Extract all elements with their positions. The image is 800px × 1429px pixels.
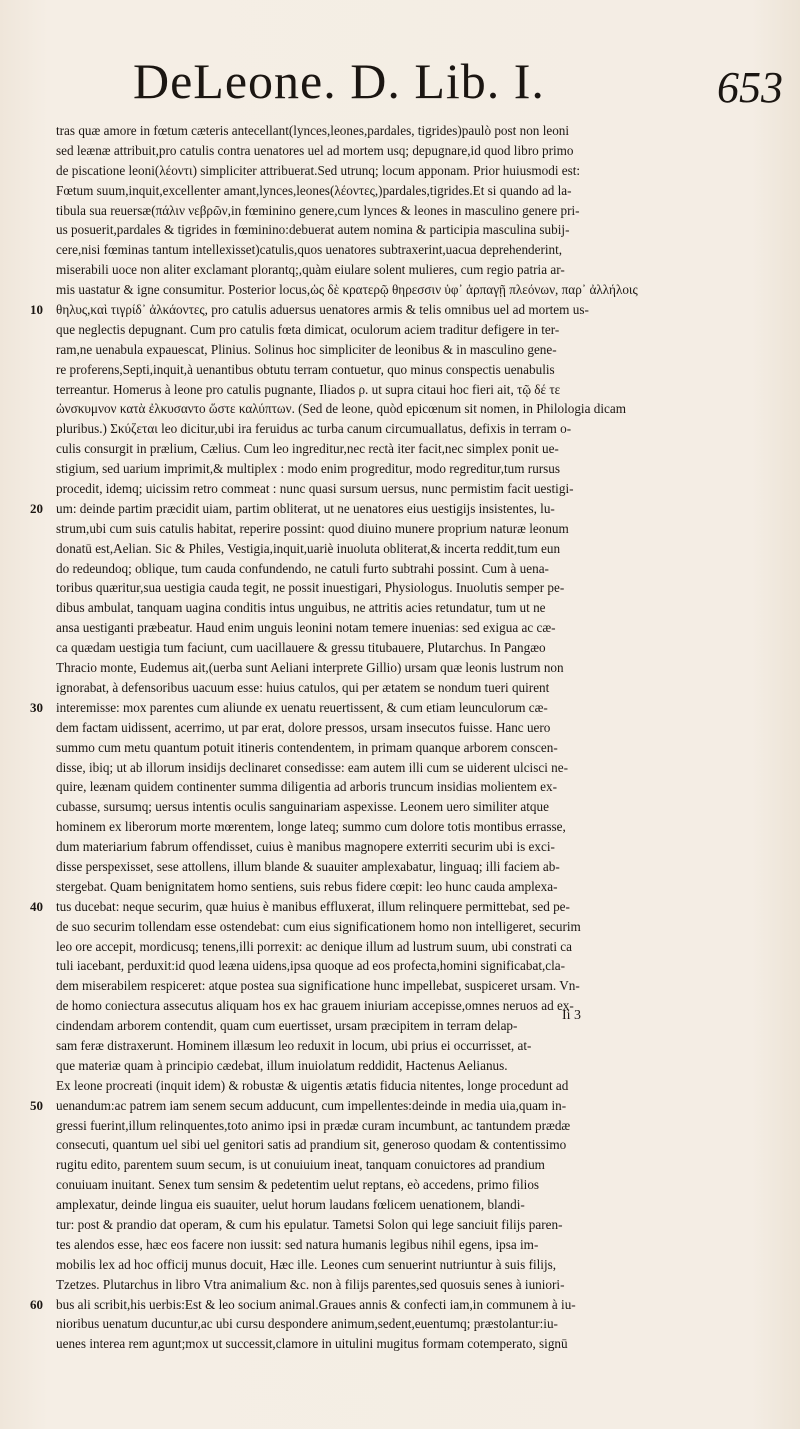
line-text: cubasse, sursumq; uersus intentis oculis sanguinariam aspexisse. Leonem uero similiter atque: [56, 799, 549, 815]
text-line: [30, 220, 790, 240]
text-line: [30, 638, 790, 658]
line-text: que neglectis depugnant. Cum pro catulis fœta dimicat, oculorum aciem traditur defigere in ter-: [56, 321, 560, 337]
line-text: toribus quæritur,sua uestigia cauda tegit, ne possit inuestigari, Physiologus. Inuolutis semper pe-: [56, 580, 565, 596]
line-text: ram,ne uenabula expauescat, Plinius. Solinus hoc simpliciter de leonibus & in masculino gene-: [56, 341, 557, 357]
line-text: Thracio monte, Eudemus ait,(uerba sunt Aeliani interprete Gillio) ursam quæ leonis lustrum non: [56, 660, 564, 676]
text-line: [30, 121, 790, 141]
text-line: [30, 1116, 790, 1136]
text-line: [30, 1235, 790, 1255]
line-text: terreantur. Homerus à leone pro catulis pugnante, Iliados ρ. ut supra citaui hoc fieri ait, τῷ δέ τε: [56, 381, 561, 397]
line-text: de homo coniectura assecutus aliquam hos ex hac grauem iniuriam accepisse,omnes neruos ad ex-: [56, 998, 574, 1014]
line-text: dem miserabilem respiceret: atque postea sua significatione hunc impellebat, suspiceret ursam. Vn-: [56, 978, 580, 994]
line-text: hominem ex liberorum morte mœrentem, longe lateq; summo cum dolore totis montibus errasse,: [56, 819, 566, 835]
text-line: [30, 459, 790, 479]
text-line: [30, 897, 790, 917]
line-text: que materiæ quam à principio cædebat, illum inuiolatum reddidit, Hactenus Aelianus.: [56, 1057, 508, 1073]
text-line: [30, 141, 790, 161]
line-text: disse, ibiq; ut ab illorum insidijs declinaret consedisse: eam autem illi cum se uiderent ulcisci ne-: [56, 759, 568, 775]
line-text: do redeundoq; oblique, tum cauda confundendo, ne catuli furto subtrahi possint. Cum à uena-: [56, 560, 549, 576]
text-line: [30, 976, 790, 996]
text-line: [30, 1155, 790, 1175]
line-text: tuli iacebant, perduxit:id quod leæna uidens,ipsa quoque ad eos profecta,homini significabat,cla-: [56, 958, 566, 974]
text-line: [30, 201, 790, 221]
line-text: tes alendos esse, hæc eos facere non iussit: sed natura humanis legibus nihil egens, ipsa im-: [56, 1236, 539, 1252]
line-number: 30: [30, 699, 43, 715]
line-text: sed leænæ attribuit,pro catulis contra uenatores uel ad mortem usq; depugnare,id quod libro primo: [56, 142, 574, 158]
line-text: stergebat. Quam benignitatem homo sentiens, suis rebus fidere cœpit: leo hunc cauda amplexa-: [56, 878, 558, 894]
text-line: [30, 340, 790, 360]
line-number: 10: [30, 302, 43, 318]
text-line: [30, 738, 790, 758]
line-text: gressi fuerint,illum relinquentes,toto animo ipsi in prædæ curam incumbunt, ac tantundem prædæ: [56, 1117, 571, 1133]
line-text: cere,nisi fœminas tantum intellexisset)catulis,quos uenatores subtraxerint,uacua deprehenderint,: [56, 242, 563, 258]
line-text: re proferens,Septi,inquit,à uenantibus obtutu terram contuetur, quo minus conspectis uenabulis: [56, 361, 555, 377]
line-text: de suo securim tollendam esse ostendebat: cum eius significationem homo non intelligeret, securim: [56, 918, 581, 934]
line-text: strum,ubi cum suis catulis habitat, reperire possint: quod diuino munere proprium naturæ leonum: [56, 520, 569, 536]
line-text: cindendam arborem contendit, quam cum euertisset, ursam præcipitem in terram delap-: [56, 1018, 518, 1034]
text-line: [30, 479, 790, 499]
line-text: θηλυς,καὶ τιγρίδ᾽ ἀλκάοντες, pro catulis aduersus uenatores armis & telis omnibus uel ad mortem us-: [56, 302, 589, 318]
line-text: ansa uestiganti præbeatur. Haud enim unguis leonini notam temere inuenias: sed exigua ac cæ-: [56, 620, 556, 636]
line-text: bus ali scribit,his uerbis:Est & leo socium animal.Graues annis & confecti iam,in communem à iu-: [56, 1296, 576, 1312]
text-line: [30, 777, 790, 797]
text-line: [30, 519, 790, 539]
text-line: [30, 539, 790, 559]
line-text: nioribus uenatum ducuntur,ac ubi cursu despondere animum,sedent,euentumq; præstolantur:iu-: [56, 1316, 558, 1332]
line-text: ignorabat, à defensoribus uacuum esse: huius catulos, qui per ætatem se nondum tueri quirent: [56, 679, 550, 695]
text-line: [30, 698, 790, 718]
running-title: DeLeone. D. Lib. I.: [133, 53, 545, 109]
text-line: [30, 240, 790, 260]
line-text: Tzetzes. Plutarchus in libro Vtra animalium &c. non à filijs parentes,sed quosuis senes à iuniori-: [56, 1276, 565, 1292]
line-text: ὠνσκυμνον κατὰ ἐλκυσαντο ὥστε καλύπτων. (Sed de leone, quòd epicœnum sit nomen, in Philologia dicam: [56, 401, 626, 417]
text-line: [30, 1295, 790, 1315]
signature-mark: Ii 3: [562, 1008, 582, 1023]
line-text: rugitu edito, parentem suum secum, is ut conuiuium ineat, tanquam conuictores ad prandium: [56, 1157, 545, 1173]
text-line: [30, 260, 790, 280]
line-text: um: deinde partim præcidit uiam, partim obliterat, ut ne uenatores eius uestigijs insistentes, lu-: [56, 500, 555, 516]
text-line: [30, 320, 790, 340]
line-text: culis consurgit in prælium, Cælius. Cum leo ingreditur,nec rectà iter facit,nec simplex ponit ue-: [56, 441, 559, 457]
line-text: uenes interea rem agunt;mox ut successit,clamore in uitulini mugitus formam cotemperato, signū: [56, 1336, 568, 1352]
line-text: tur: post & prandio dat operam, & cum his epulatur. Tametsi Solon qui lege sanciuit filijs paren-: [56, 1216, 563, 1232]
text-line: [30, 439, 790, 459]
line-text: donatū est,Aelian. Sic & Philes, Vestigia,inquit,uariè inuoluta obliterat,& incerta reddit,tum eun: [56, 540, 561, 556]
text-line: [30, 300, 790, 320]
line-text: dem factam uidissent, acerrimo, ut par erat, dolore pressos, ursam insecutos fuisse. Hanc uero: [56, 719, 551, 735]
text-line: [30, 1255, 790, 1275]
text-line: [30, 718, 790, 738]
text-line: [30, 1275, 790, 1295]
text-line: [30, 758, 790, 778]
text-line: [30, 797, 790, 817]
text-line: [30, 917, 790, 937]
text-line: [30, 280, 790, 300]
line-text: procedit, idemq; uicissim retro commeat : nunc quasi sursum uersus, nunc permistim facit uestigi-: [56, 481, 574, 497]
line-text: tras quæ amore in fœtum cæteris antecellant(lynces,leones,pardales, tigrides)paulò post non leoni: [56, 123, 570, 138]
text-line: [30, 618, 790, 638]
text-line: [30, 1016, 790, 1036]
line-text: uenandum:ac patrem iam senem secum adducunt, cum impellentes:deinde in media uia,quam in-: [56, 1097, 567, 1113]
text-line: [30, 1135, 790, 1155]
line-text: dibus ambulat, tanquam uagina conditis intus unguibus, ne attritis acies retundatur, tum ut ne: [56, 600, 546, 616]
line-text: us posuerit,pardales & tigrides in fœminino:debuerat autem nomina & participia masculina subij-: [56, 222, 570, 238]
line-text: stigium, sed uarium imprimit,& multiplex : modo enim progreditur, modo regreditur,tum rursus: [56, 461, 561, 477]
line-text: pluribus.) Σκύζεται leo dicitur,ubi ira feruidus ac turba canum circumuallatus, defixis in terram o-: [56, 421, 572, 437]
text-line: [30, 1096, 790, 1116]
line-text: tibula sua reuersæ(πάλιν νεβρῶν,in fœminino genere,cum lynces & leones in masculino genere pri-: [56, 202, 580, 218]
text-line: [30, 360, 790, 380]
line-text: tus ducebat: neque securim, quæ huius è manibus effluxerat, illum relinquere permittebat, sed pe-: [56, 898, 570, 914]
text-line: [30, 678, 790, 698]
text-line: [30, 499, 790, 519]
line-text: consecuti, quantum uel sibi uel genitori satis ad prandium sit, generoso quodam & contentissimo: [56, 1137, 567, 1153]
line-text: mobilis lex ad hoc officij munus docuit, Hæc ille. Leones cum senuerint nutriuntur à suis filijs,: [56, 1256, 557, 1272]
text-line: [30, 1056, 790, 1076]
line-text: dum materiarium fabrum offendisset, cuius è manibus magnopere exterriti securim ubi is exci-: [56, 839, 555, 855]
line-text: summo cum metu quantum potuit itineris contendentem, in primam quanque arborem conscen-: [56, 739, 558, 755]
text-line: [30, 598, 790, 618]
text-line: [30, 559, 790, 579]
page-header: [133, 52, 783, 122]
text-line: [30, 837, 790, 857]
line-text: leo ore accepit, mordicusq; tenens,illi porrexit: ac denique illum ad lustrum suum, ubi constrati ca: [56, 938, 573, 954]
text-line: [30, 380, 790, 400]
line-text: de piscatione leoni(λέοντι) simpliciter attribuerat.Sed utrunq; locum apponam. Prior huiusmodi est:: [56, 162, 581, 178]
text-line: [30, 1215, 790, 1235]
line-number: 60: [30, 1296, 43, 1312]
line-text: miserabili uoce non aliter exclamant plorantq;,quàm eiulare solent mulieres, cum regio patria ar-: [56, 262, 565, 278]
text-line: [30, 1195, 790, 1215]
line-text: interemisse: mox parentes cum aliunde ex uenatu reuertissent, & cum etiam leunculorum cæ-: [56, 699, 548, 715]
text-line: [30, 877, 790, 897]
line-text: disse perspexisset, sese attollens, illum blande & suauiter amplexabatur, linguaq; illi faciem ab-: [56, 858, 560, 874]
line-text: Ex leone procreati (inquit idem) & robustæ & uigentis ætatis fiducia nitentes, longe procedunt ad: [56, 1077, 569, 1093]
line-text: ca quædam uestigia tum faciunt, cum uacillauere & gressu titubauere, Plutarchus. In Pangæo: [56, 640, 546, 656]
text-line: [30, 956, 790, 976]
text-line: [30, 1076, 790, 1096]
text-line: [30, 399, 790, 419]
line-text: quire, leænam quidem continenter summa diligentia ad arboris truncum insidias molientem ex-: [56, 779, 558, 795]
body-text: [30, 121, 790, 1354]
line-text: Fœtum suum,inquit,excellenter amant,lynces,leones(λέοντες,)pardales,tigrides.Et si quando ad la-: [56, 182, 572, 198]
text-line: [30, 419, 790, 439]
text-line: [30, 937, 790, 957]
text-line: [30, 181, 790, 201]
text-line: [30, 161, 790, 181]
text-line: [30, 1314, 790, 1334]
text-line: [30, 996, 790, 1016]
line-number: 20: [30, 500, 43, 516]
text-line: [30, 857, 790, 877]
text-line: [30, 1036, 790, 1056]
line-number: 40: [30, 898, 43, 914]
line-text: mis uastatur & igne consumitur. Posterior locus,ὡς δὲ κρατερῷ θηρεσσιν ὑφ᾽ ἁρπαγῇ πλεόνων, παρ᾽ ἀλλήλοις: [56, 282, 638, 298]
line-number: 50: [30, 1097, 43, 1113]
text-line: [30, 1175, 790, 1195]
line-text: sam feræ distraxerunt. Hominem illæsum leo reduxit in locum, ubi prius ei occurrisset, at-: [56, 1037, 532, 1053]
folio-number: 653: [717, 63, 783, 112]
text-line: [30, 578, 790, 598]
line-text: conuiuam inuitant. Senex tum sensim & pedetentim uelut reptans, eò accedens, primo filios: [56, 1177, 540, 1193]
line-text: amplexatur, deinde lingua eis suauiter, uelut horum laudans fœlicem uenationem, blandi-: [56, 1197, 525, 1213]
text-line: [30, 817, 790, 837]
text-line: [30, 1334, 790, 1354]
text-line: [30, 658, 790, 678]
